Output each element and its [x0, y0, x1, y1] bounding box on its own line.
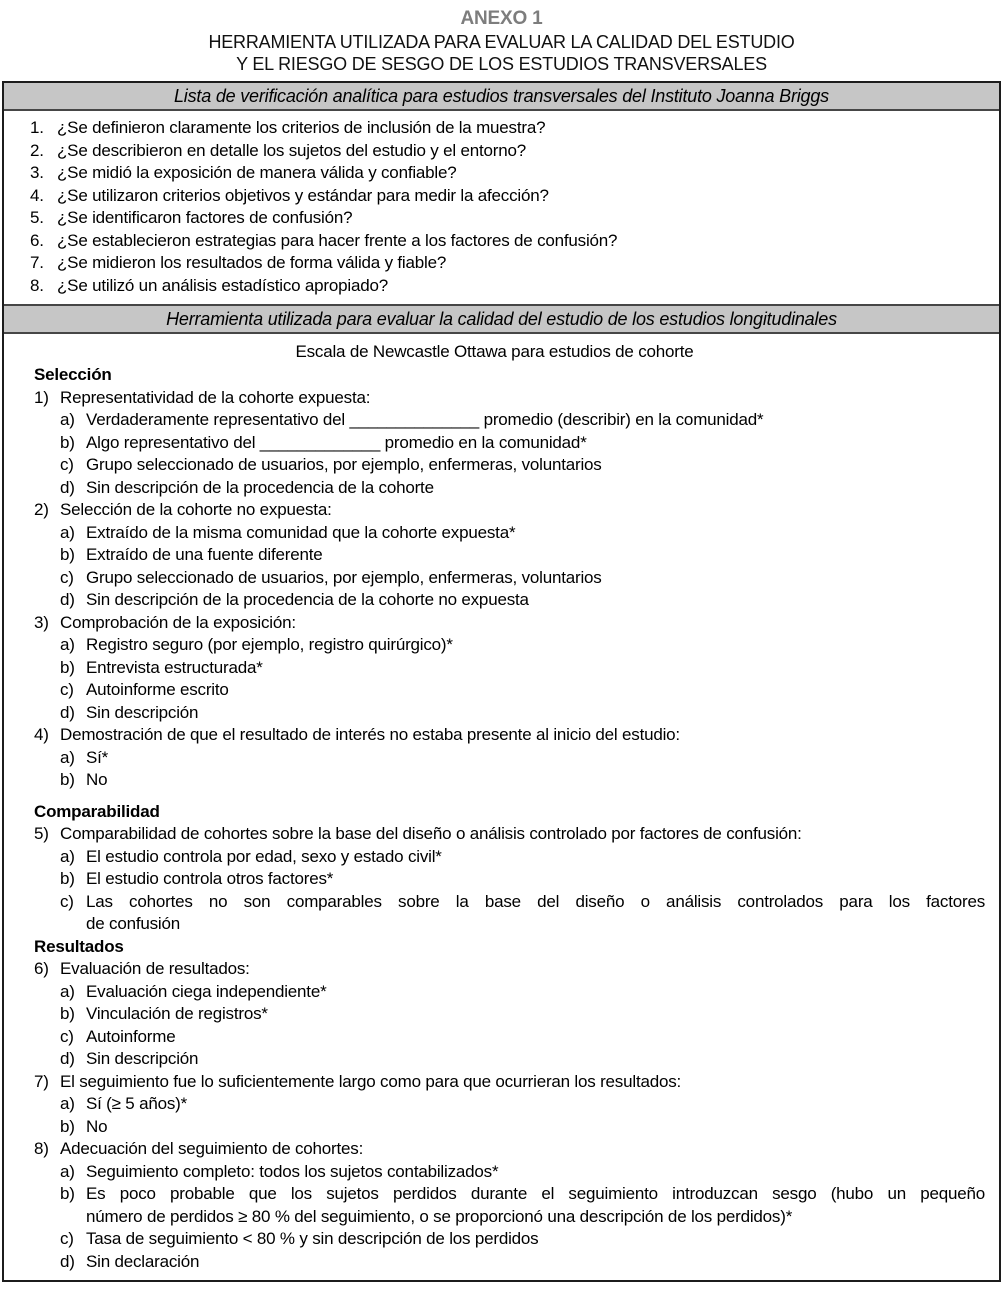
- checklist-item: [4, 207, 985, 230]
- question-line: [4, 1071, 985, 1094]
- question-text: El seguimiento fue lo suficientemente largo como para que ocurrieran los resultados:: [60, 1071, 682, 1091]
- option-text: El estudio controla por edad, sexo y estado civil*: [86, 846, 442, 866]
- item-text: ¿Se midió la exposición de manera válida y confiable?: [57, 163, 457, 182]
- option-line: [4, 1003, 985, 1026]
- option-letter: b): [60, 770, 75, 789]
- option-line: [4, 657, 985, 680]
- option-text: Es poco probable que los sujetos perdidos durante el seguimiento introduzcan sesgo (hubo un pequeño: [86, 1184, 985, 1203]
- option-letter: c): [60, 455, 74, 474]
- option-line: [4, 769, 985, 792]
- question-number: 2): [34, 500, 49, 519]
- option-text: Sin descripción: [86, 1049, 199, 1068]
- option-line: [4, 981, 985, 1004]
- option-line: [4, 454, 985, 477]
- option-line: [4, 747, 985, 770]
- item-number: 7.: [30, 253, 44, 272]
- question-text: Adecuación del seguimiento de cohortes:: [60, 1139, 364, 1158]
- option-line: [4, 634, 985, 657]
- option-line: [4, 1161, 985, 1184]
- option-line: [4, 567, 985, 590]
- option-letter: a): [60, 846, 75, 866]
- item-text: ¿Se establecieron estrategias para hacer frente a los factores de confusión?: [57, 230, 618, 250]
- question-number: 7): [34, 1071, 49, 1091]
- question-number: 3): [34, 612, 49, 632]
- option-letter: d): [60, 590, 75, 609]
- option-text: Evaluación ciega independiente*: [86, 981, 327, 1001]
- option-line: [4, 702, 985, 725]
- item-text: ¿Se utilizaron criterios objetivos y estándar para medir la afección?: [57, 185, 549, 205]
- option-letter: a): [60, 1161, 75, 1181]
- option-letter: b): [60, 545, 75, 564]
- option-text: No: [86, 1116, 108, 1136]
- option-text: Vinculación de registros*: [86, 1004, 268, 1023]
- item-text: ¿Se identificaron factores de confusión?: [57, 208, 353, 227]
- option-line: [4, 679, 985, 702]
- jbi-checklist-section: [4, 111, 999, 304]
- option-text: No: [86, 770, 108, 789]
- option-line: [4, 1116, 985, 1139]
- item-number: 5.: [30, 208, 44, 227]
- option-letter: a): [60, 635, 75, 654]
- document-subtitle-line2: Y EL RIESGO DE SESGO DE LOS ESTUDIOS TRANSVERSALES: [236, 54, 767, 74]
- option-letter: b): [60, 869, 75, 888]
- option-text: Entrevista estructurada*: [86, 657, 263, 677]
- option-letter: b): [60, 657, 75, 677]
- option-line: [4, 477, 985, 500]
- question-line: [4, 1138, 985, 1161]
- option-text: Sin descripción de la procedencia de la cohorte: [86, 477, 434, 497]
- checklist-item: [4, 162, 985, 185]
- option-letter: c): [60, 1229, 74, 1248]
- document-subtitle-line1: HERRAMIENTA UTILIZADA PARA EVALUAR LA CALIDAD DEL ESTUDIO: [208, 32, 795, 52]
- item-number: 1.: [30, 118, 44, 137]
- option-line: [4, 1093, 985, 1116]
- document-title-block: [0, 0, 1003, 75]
- option-letter: d): [60, 477, 75, 497]
- option-text: Sin descripción: [86, 702, 199, 722]
- item-number: 2.: [30, 140, 44, 160]
- checklist-item: [4, 185, 985, 208]
- option-line: [4, 1026, 985, 1049]
- option-letter: c): [60, 1026, 74, 1046]
- question-line: [4, 958, 985, 981]
- question-text: Comprobación de la exposición:: [60, 612, 296, 632]
- question-line: [4, 823, 985, 846]
- item-number: 8.: [30, 275, 44, 295]
- section1-header-bar: Lista de verificación analítica para estudios transversales del Instituto Joanna Briggs: [4, 83, 999, 111]
- option-text: Tasa de seguimiento < 80 % y sin descripción de los perdidos: [86, 1229, 539, 1248]
- option-letter: d): [60, 1049, 75, 1068]
- checklist-item: [4, 275, 985, 298]
- question-text: Comparabilidad de cohortes sobre la base del diseño o análisis controlado por factores de confusión:: [60, 824, 802, 843]
- option-line: [4, 432, 985, 455]
- option-letter: d): [60, 702, 75, 722]
- option-text: Extraído de una fuente diferente: [86, 545, 323, 564]
- option-letter: b): [60, 1004, 75, 1023]
- option-text: Sí*: [86, 747, 109, 767]
- option-text: Algo representativo del _____________ promedio en la comunidad*: [86, 432, 587, 452]
- checklist-item: [4, 252, 985, 275]
- question-number: 5): [34, 824, 49, 843]
- item-number: 3.: [30, 163, 44, 182]
- option-text: Sin declaración: [86, 1251, 200, 1271]
- group-heading-seleccion: Selección: [34, 365, 112, 384]
- question-text: Representatividad de la cohorte expuesta:: [60, 387, 371, 407]
- option-text-continued: número de perdidos ≥ 80 % del seguimiento, o se proporcionó una descripción de los perdidos)*: [86, 1206, 793, 1226]
- option-text: Las cohortes no son comparables sobre la base del diseño o análisis controlados para los factores: [86, 891, 985, 911]
- option-text-continued: de confusión: [86, 914, 181, 933]
- annex-title: ANEXO 1: [460, 8, 543, 29]
- item-text: ¿Se midieron los resultados de forma válida y fiable?: [57, 253, 447, 272]
- option-line: [4, 1048, 985, 1071]
- question-text: Evaluación de resultados:: [60, 959, 250, 978]
- option-line: [4, 846, 985, 869]
- question-line: [4, 612, 985, 635]
- newcastle-ottawa-section: [4, 334, 999, 1280]
- option-letter: c): [60, 891, 74, 911]
- question-line: [4, 724, 985, 747]
- option-line: [4, 522, 985, 545]
- item-number: 6.: [30, 230, 44, 250]
- option-letter: d): [60, 1251, 75, 1271]
- option-line: [4, 1251, 985, 1274]
- question-number: 1): [34, 387, 49, 407]
- question-text: Selección de la cohorte no expuesta:: [60, 500, 332, 519]
- question-number: 8): [34, 1139, 49, 1158]
- item-number: 4.: [30, 185, 44, 205]
- option-text: El estudio controla otros factores*: [86, 869, 334, 888]
- question-text: Demostración de que el resultado de interés no estaba presente al inicio del estudio:: [60, 725, 680, 744]
- option-letter: a): [60, 981, 75, 1001]
- option-text: Sí (≥ 5 años)*: [86, 1094, 188, 1113]
- option-text: Grupo seleccionado de usuarios, por ejemplo, enfermeras, voluntarios: [86, 455, 602, 474]
- option-line: [4, 409, 985, 432]
- option-letter: a): [60, 410, 75, 429]
- scale-title: Escala de Newcastle Ottawa para estudios de cohorte: [295, 342, 694, 361]
- item-text: ¿Se utilizó un análisis estadístico apropiado?: [57, 275, 388, 295]
- option-text: Extraído de la misma comunidad que la cohorte expuesta*: [86, 522, 516, 542]
- group-heading-resultados: Resultados: [34, 936, 124, 956]
- question-number: 4): [34, 725, 49, 744]
- option-text: Seguimiento completo: todos los sujetos contabilizados*: [86, 1161, 499, 1181]
- item-text: ¿Se describieron en detalle los sujetos del estudio y el entorno?: [57, 140, 526, 160]
- option-letter: a): [60, 747, 75, 767]
- option-line: [4, 891, 985, 936]
- option-letter: c): [60, 567, 74, 587]
- option-text: Grupo seleccionado de usuarios, por ejemplo, enfermeras, voluntarios: [86, 567, 602, 587]
- option-line: [4, 868, 985, 891]
- option-letter: b): [60, 1116, 75, 1136]
- option-text: Verdaderamente representativo del ______________ promedio (describir) en la comunidad*: [86, 410, 764, 429]
- question-number: 6): [34, 959, 49, 978]
- option-text: Autoinforme escrito: [86, 680, 229, 699]
- option-text: Registro seguro (por ejemplo, registro quirúrgico)*: [86, 635, 453, 654]
- checklist-item: [4, 140, 985, 163]
- option-letter: a): [60, 1094, 75, 1113]
- assessment-tools-table: [2, 81, 1001, 1282]
- option-letter: b): [60, 1184, 75, 1203]
- option-letter: a): [60, 522, 75, 542]
- checklist-item: [4, 117, 985, 140]
- option-text: Autoinforme: [86, 1026, 176, 1046]
- group-heading-comparabilidad: Comparabilidad: [34, 801, 160, 821]
- option-line: [4, 1183, 985, 1228]
- checklist-item: [4, 230, 985, 253]
- option-line: [4, 1228, 985, 1251]
- option-line: [4, 589, 985, 612]
- option-text: Sin descripción de la procedencia de la cohorte no expuesta: [86, 590, 529, 609]
- section2-header-bar: Herramienta utilizada para evaluar la calidad del estudio de los estudios longitudinales: [4, 304, 999, 334]
- question-line: [4, 499, 985, 522]
- question-line: [4, 387, 985, 410]
- option-line: [4, 544, 985, 567]
- option-letter: b): [60, 432, 75, 452]
- option-letter: c): [60, 680, 74, 699]
- item-text: ¿Se definieron claramente los criterios de inclusión de la muestra?: [57, 118, 546, 137]
